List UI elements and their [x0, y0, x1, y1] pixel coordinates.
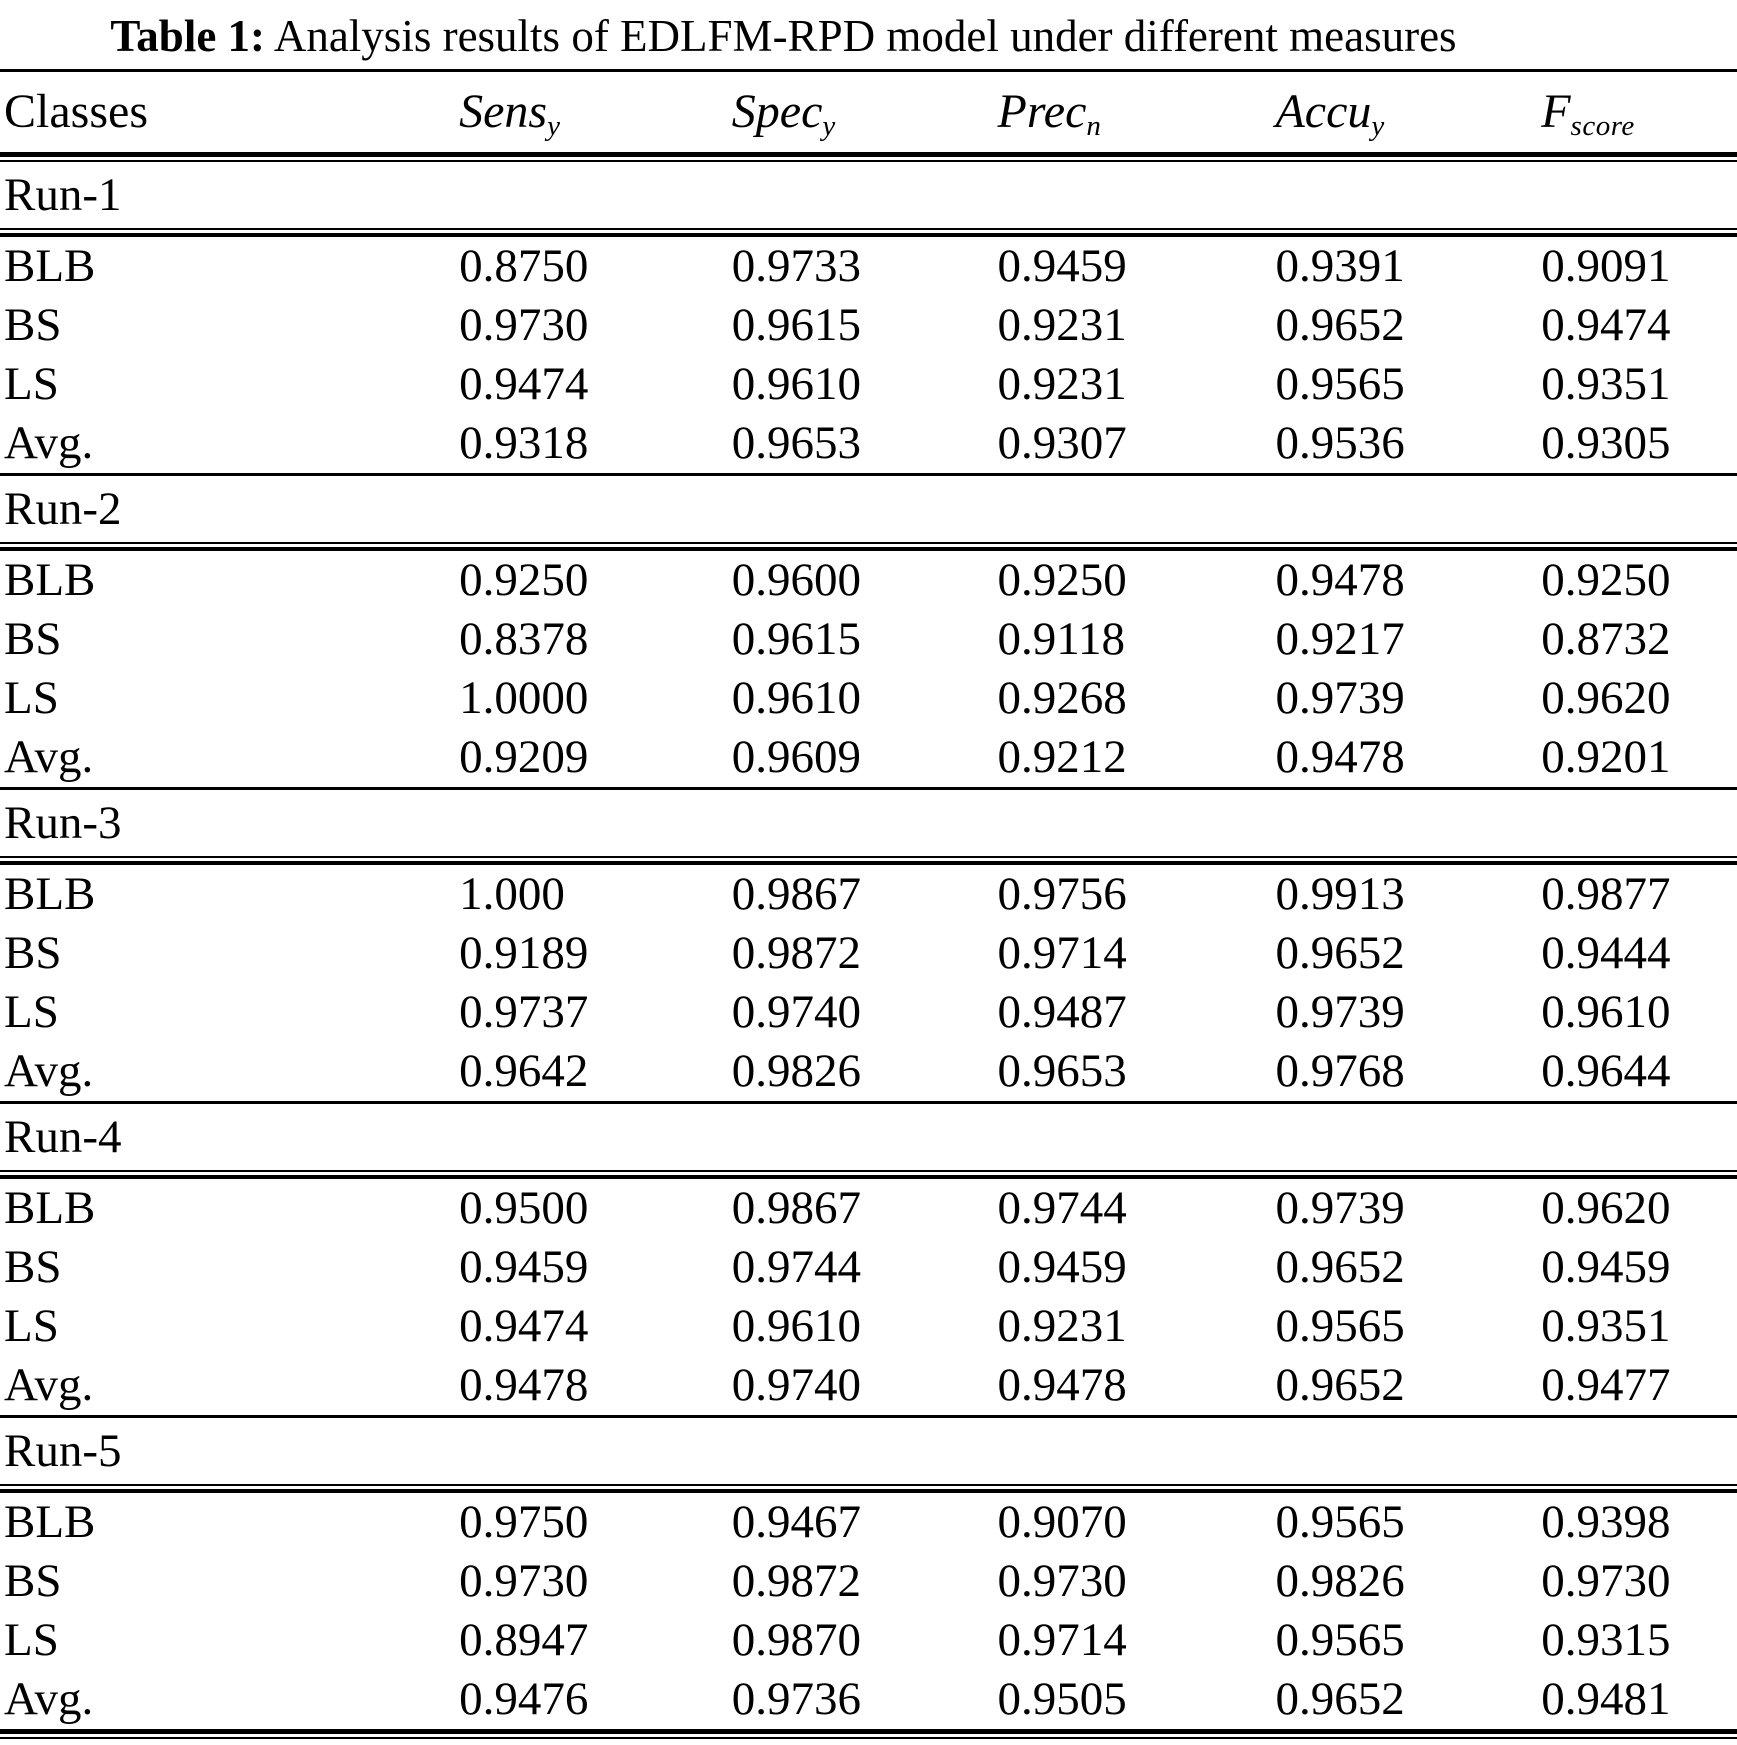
run-heading-row — [0, 162, 1737, 228]
column-header-precision-base: Prec — [997, 85, 1087, 138]
metric-value: 0.9730 — [459, 1555, 589, 1607]
run-heading-separator-rule — [0, 542, 1737, 551]
metric-value: 0.9565 — [1275, 1614, 1405, 1666]
column-header-accuracy — [1271, 85, 1537, 143]
table-row — [0, 296, 1737, 355]
table-row — [0, 983, 1737, 1042]
metric-value: 0.9318 — [459, 417, 589, 469]
run-heading-label: Run-3 — [4, 796, 122, 849]
column-header-accuracy-subscript: y — [1371, 110, 1385, 143]
metric-value: 0.9739 — [1275, 1182, 1405, 1234]
metric-value: 0.9736 — [731, 1673, 862, 1725]
metric-value: 0.9733 — [731, 240, 862, 292]
metric-value: 0.9091 — [1541, 240, 1671, 292]
column-header-fscore-base: F — [1541, 85, 1571, 138]
row-class-label: BS — [4, 927, 62, 979]
metric-value: 0.9737 — [459, 986, 589, 1038]
column-header-precision — [994, 85, 1272, 143]
metric-value: 0.9315 — [1541, 1614, 1671, 1666]
metric-value: 0.9610 — [731, 672, 862, 724]
column-header-fscore-subscript: score — [1570, 110, 1635, 143]
metric-value: 0.9750 — [459, 1496, 589, 1548]
row-class-label: LS — [4, 1614, 59, 1666]
metric-value: 0.8750 — [459, 240, 589, 292]
table-row — [0, 355, 1737, 414]
metric-value: 0.9307 — [997, 417, 1127, 469]
run-heading-label: Run-4 — [4, 1110, 122, 1163]
metric-value: 0.9467 — [731, 1496, 862, 1548]
metric-value: 0.9872 — [731, 927, 862, 979]
metric-value: 1.0000 — [459, 672, 589, 724]
metric-value: 0.9118 — [997, 613, 1126, 665]
metric-value: 0.9217 — [1275, 613, 1405, 665]
table-caption — [0, 0, 1567, 66]
metric-value: 0.9070 — [997, 1496, 1127, 1548]
table-row — [0, 1611, 1737, 1670]
metric-value: 0.9620 — [1541, 672, 1671, 724]
row-class-label: BLB — [4, 1182, 96, 1234]
metric-value: 0.9476 — [459, 1673, 589, 1725]
metric-value: 0.9478 — [997, 1359, 1127, 1411]
table-row — [0, 1179, 1737, 1238]
table-header-row — [0, 72, 1737, 152]
metric-value: 0.9714 — [997, 1614, 1127, 1666]
run-heading-label: Run-1 — [4, 168, 122, 221]
table-row — [0, 865, 1737, 924]
metric-value: 0.9487 — [997, 986, 1127, 1038]
metric-value: 0.9474 — [1541, 299, 1671, 351]
table-row — [0, 1670, 1737, 1729]
metric-value: 0.9615 — [731, 299, 862, 351]
metric-value: 0.9652 — [1275, 299, 1405, 351]
metric-value: 0.9459 — [1541, 1241, 1671, 1293]
metric-value: 0.9652 — [1275, 1673, 1405, 1725]
metric-value: 0.9609 — [731, 731, 862, 783]
row-class-label: BLB — [4, 868, 96, 920]
metric-value: 0.9826 — [731, 1045, 862, 1097]
metric-value: 0.9756 — [997, 868, 1127, 920]
table-row — [0, 1493, 1737, 1552]
metric-value: 0.9653 — [731, 417, 862, 469]
metric-value: 0.8732 — [1541, 613, 1671, 665]
metric-value: 0.9231 — [997, 299, 1127, 351]
metric-value: 0.9714 — [997, 927, 1127, 979]
row-class-label: LS — [4, 358, 59, 410]
row-class-label: Avg. — [4, 1045, 94, 1097]
metric-value: 0.9739 — [1275, 672, 1405, 724]
run-heading-row — [0, 790, 1737, 856]
column-header-fscore — [1537, 85, 1737, 143]
run-heading-row — [0, 476, 1737, 542]
run-heading-separator-rule — [0, 856, 1737, 865]
run-heading-label: Run-5 — [4, 1424, 122, 1477]
run-heading-label: Run-2 — [4, 482, 122, 535]
metric-value: 0.9444 — [1541, 927, 1671, 979]
metric-value: 0.9615 — [731, 613, 862, 665]
table-row — [0, 1297, 1737, 1356]
metric-value: 0.8947 — [459, 1614, 589, 1666]
metric-value: 0.9610 — [1541, 986, 1671, 1038]
metric-value: 0.9744 — [731, 1241, 862, 1293]
table-bottom-rule — [0, 1729, 1737, 1739]
metric-value: 0.9652 — [1275, 927, 1405, 979]
metric-value: 0.9398 — [1541, 1496, 1671, 1548]
row-class-label: Avg. — [4, 731, 94, 783]
table-caption-label: Table 1: — [110, 11, 266, 61]
metric-value: 0.9189 — [459, 927, 589, 979]
metric-value: 0.9250 — [1541, 554, 1671, 606]
metric-value: 0.9536 — [1275, 417, 1405, 469]
metric-value: 0.9250 — [997, 554, 1127, 606]
table-row — [0, 237, 1737, 296]
metric-value: 1.000 — [459, 868, 565, 920]
run-heading-row — [0, 1104, 1737, 1170]
metric-value: 0.9250 — [459, 554, 589, 606]
row-class-label: BS — [4, 613, 62, 665]
metric-value: 0.9867 — [731, 868, 862, 920]
table-row — [0, 610, 1737, 669]
header-separator-rule — [0, 152, 1737, 162]
column-header-precision-subscript: n — [1086, 110, 1102, 143]
metric-value: 0.9459 — [997, 1241, 1127, 1293]
column-header-sensitivity-subscript: y — [547, 110, 561, 143]
metric-value: 0.9351 — [1541, 1300, 1671, 1352]
table-caption-text: Analysis results of EDLFM-RPD model under different measures — [273, 11, 1457, 61]
row-class-label: BS — [4, 1241, 62, 1293]
metric-value: 0.9740 — [731, 1359, 862, 1411]
metric-value: 0.9565 — [1275, 1496, 1405, 1548]
table-row — [0, 924, 1737, 983]
metric-value: 0.9867 — [731, 1182, 862, 1234]
run-heading-separator-rule — [0, 228, 1737, 237]
metric-value: 0.9744 — [997, 1182, 1127, 1234]
row-class-label: LS — [4, 1300, 59, 1352]
metric-value: 0.9565 — [1275, 358, 1405, 410]
metric-value: 0.9620 — [1541, 1182, 1671, 1234]
table-row — [0, 414, 1737, 473]
row-class-label: LS — [4, 672, 59, 724]
metric-value: 0.9872 — [731, 1555, 862, 1607]
metric-value: 0.9505 — [997, 1673, 1127, 1725]
run-heading-separator-rule — [0, 1484, 1737, 1493]
row-class-label: Avg. — [4, 417, 94, 469]
metric-value: 0.9730 — [997, 1555, 1127, 1607]
column-header-classes: Classes — [4, 85, 148, 138]
row-class-label: BLB — [4, 554, 96, 606]
metric-value: 0.9478 — [1275, 731, 1405, 783]
column-header-accuracy-base: Accu — [1275, 85, 1372, 138]
metric-value: 0.9459 — [997, 240, 1127, 292]
row-class-label: BLB — [4, 1496, 96, 1548]
metric-value: 0.9730 — [1541, 1555, 1671, 1607]
metric-value: 0.9768 — [1275, 1045, 1405, 1097]
table-row — [0, 669, 1737, 728]
column-header-specificity — [728, 85, 994, 143]
metric-value: 0.9351 — [1541, 358, 1671, 410]
metric-value: 0.9481 — [1541, 1673, 1671, 1725]
column-header-specificity-subscript: y — [822, 110, 836, 143]
metric-value: 0.9478 — [459, 1359, 589, 1411]
metric-value: 0.9459 — [459, 1241, 589, 1293]
metric-value: 0.9477 — [1541, 1359, 1671, 1411]
metric-value: 0.9231 — [997, 1300, 1127, 1352]
metric-value: 0.9474 — [459, 358, 589, 410]
metric-value: 0.9913 — [1275, 868, 1405, 920]
row-class-label: BLB — [4, 240, 96, 292]
row-class-label: LS — [4, 986, 59, 1038]
row-class-label: BS — [4, 1555, 62, 1607]
table-row — [0, 1238, 1737, 1297]
metric-value: 0.9474 — [459, 1300, 589, 1352]
column-header-sensitivity-base: Sens — [459, 85, 548, 138]
table-row — [0, 728, 1737, 787]
metric-value: 0.9565 — [1275, 1300, 1405, 1352]
metric-value: 0.9740 — [731, 986, 862, 1038]
table-row — [0, 1042, 1737, 1101]
metric-value: 0.9610 — [731, 358, 862, 410]
metric-value: 0.9652 — [1275, 1359, 1405, 1411]
column-header-sensitivity — [455, 85, 728, 143]
table-row — [0, 1552, 1737, 1611]
column-header-specificity-base: Spec — [731, 85, 823, 138]
metric-value: 0.9826 — [1275, 1555, 1405, 1607]
metric-value: 0.9610 — [731, 1300, 862, 1352]
metric-value: 0.9652 — [1275, 1241, 1405, 1293]
metric-value: 0.9478 — [1275, 554, 1405, 606]
metric-value: 0.9305 — [1541, 417, 1671, 469]
table-row — [0, 1356, 1737, 1415]
metric-value: 0.9231 — [997, 358, 1127, 410]
metric-value: 0.9653 — [997, 1045, 1127, 1097]
run-heading-row — [0, 1418, 1737, 1484]
metric-value: 0.9870 — [731, 1614, 862, 1666]
metric-value: 0.9644 — [1541, 1045, 1671, 1097]
metric-value: 0.9730 — [459, 299, 589, 351]
metric-value: 0.9642 — [459, 1045, 589, 1097]
metric-value: 0.9739 — [1275, 986, 1405, 1038]
metric-value: 0.9209 — [459, 731, 589, 783]
metric-value: 0.9500 — [459, 1182, 589, 1234]
row-class-label: BS — [4, 299, 62, 351]
row-class-label: Avg. — [4, 1359, 94, 1411]
row-class-label: Avg. — [4, 1673, 94, 1725]
metric-value: 0.8378 — [459, 613, 589, 665]
metric-value: 0.9212 — [997, 731, 1127, 783]
metric-value: 0.9600 — [731, 554, 862, 606]
metric-value: 0.9877 — [1541, 868, 1671, 920]
table-sections — [0, 162, 1737, 1739]
run-heading-separator-rule — [0, 1170, 1737, 1179]
metric-value: 0.9391 — [1275, 240, 1405, 292]
metric-value: 0.9268 — [997, 672, 1127, 724]
table-row — [0, 551, 1737, 610]
metric-value: 0.9201 — [1541, 731, 1671, 783]
